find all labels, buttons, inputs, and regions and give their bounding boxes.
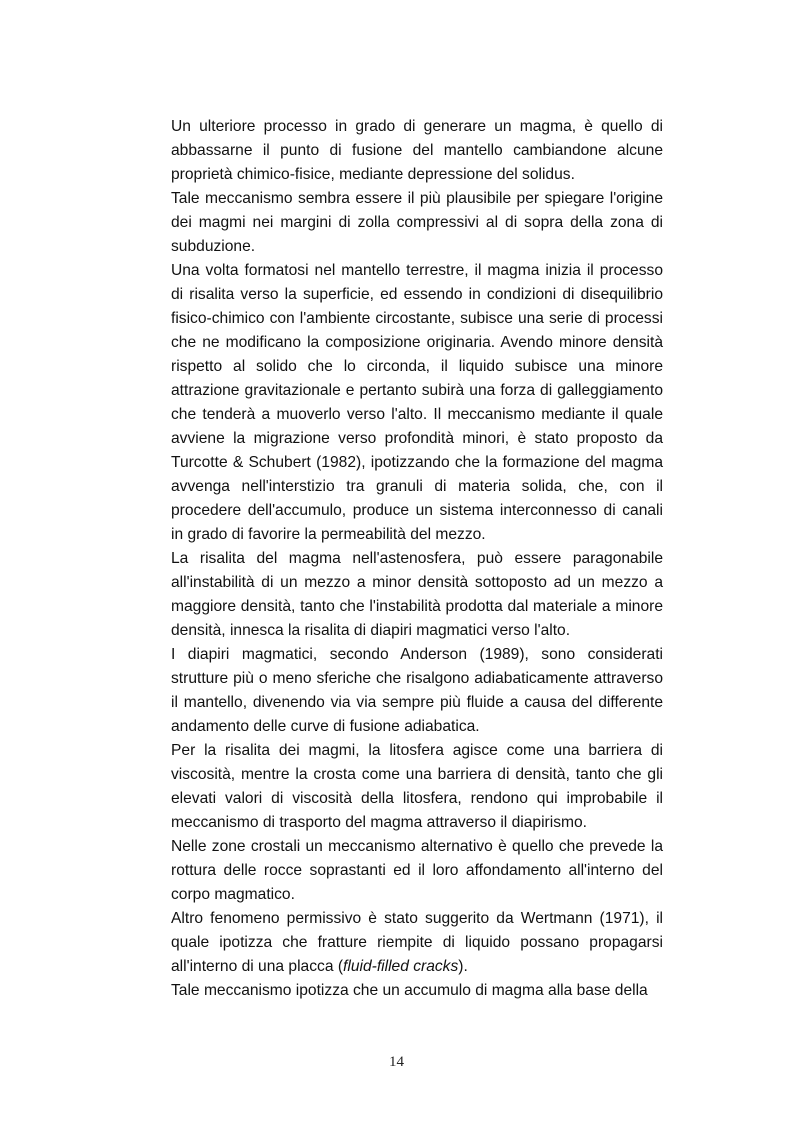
paragraph-fluid-filled-cracks bbox=[171, 907, 663, 979]
paragraph-magmatic-diapirs: I diapiri magmatici, secondo Anderson (1989), sono considerati strutture più o meno sferiche che risalgono adiabaticamente attraverso il mantello, divenendo via via sempre più fluide a causa del differente andamento delle curve di fusione adiabatica. bbox=[171, 646, 663, 735]
paragraph-subduction-origin: Tale meccanismo sembra essere il più plausibile per spiegare l'origine dei magmi nei margini di zolla compressivi al di sopra della zona di subduzione. bbox=[171, 190, 663, 255]
paragraph-solidus-depression: Un ulteriore processo in grado di generare un magma, è quello di abbassarne il punto di fusione del mantello cambiandone alcune proprietà chimico-fisice, mediante depressione del solidus. bbox=[171, 118, 663, 183]
paragraph-lithosphere-barrier: Per la risalita dei magmi, la litosfera agisce come una barriera di viscosità, mentre la crosta come una barriera di densità, tanto che gli elevati valori di viscosità della litosfera, rendono qui improbabile il meccanismo di trasporto del magma attraverso il diapirismo. bbox=[171, 742, 663, 831]
body-text bbox=[171, 115, 663, 1003]
paragraph-asthenosphere-instability: La risalita del magma nell'astenosfera, può essere paragonabile all'instabilità di un mezzo a minor densità sottoposto ad un mezzo a maggiore densità, tanto che l'instabilità prodotta dal materiale a minore densità, innesca la risalita di diapiri magmatici verso l'alto. bbox=[171, 550, 663, 639]
wertmann-text-after: ). bbox=[458, 958, 468, 975]
wertmann-text-before: Altro fenomeno permissivo è stato suggerito da Wertmann (1971), il quale ipotizza che fratture riempite di liquido possano propagarsi all'interno di una placca ( bbox=[171, 910, 663, 975]
paragraph-magma-ascent: Una volta formatosi nel mantello terrestre, il magma inizia il processo di risalita verso la superficie, ed essendo in condizioni di disequilibrio fisico-chimico con l'ambiente circostante, subisce una serie di processi che ne modificano la composizione originaria. Avendo minore densità rispetto al solido che lo circonda, il liquido subisce una minore attrazione gravitazionale e pertanto subirà una forza di galleggiamento che tenderà a muoverlo verso l'alto. Il meccanismo mediante il quale avviene la migrazione verso profondità minori, è stato proposto da Turcotte & Schubert (1982), ipotizzando che la formazione del magma avvenga nell'interstizio tra granuli di materia solida, che, con il procedere dell'accumulo, produce un sistema interconnesso di canali in grado di favorire la permeabilità del mezzo. bbox=[171, 262, 663, 543]
paragraph-continuation: Tale meccanismo ipotizza che un accumulo di magma alla base della bbox=[171, 982, 648, 999]
fluid-filled-cracks-italic: fluid-filled cracks bbox=[343, 958, 459, 975]
paragraph-crustal-mechanism: Nelle zone crostali un meccanismo alternativo è quello che prevede la rottura delle rocce soprastanti ed il loro affondamento all'interno del corpo magmatico. bbox=[171, 838, 663, 903]
page-number: 14 bbox=[389, 1054, 404, 1070]
